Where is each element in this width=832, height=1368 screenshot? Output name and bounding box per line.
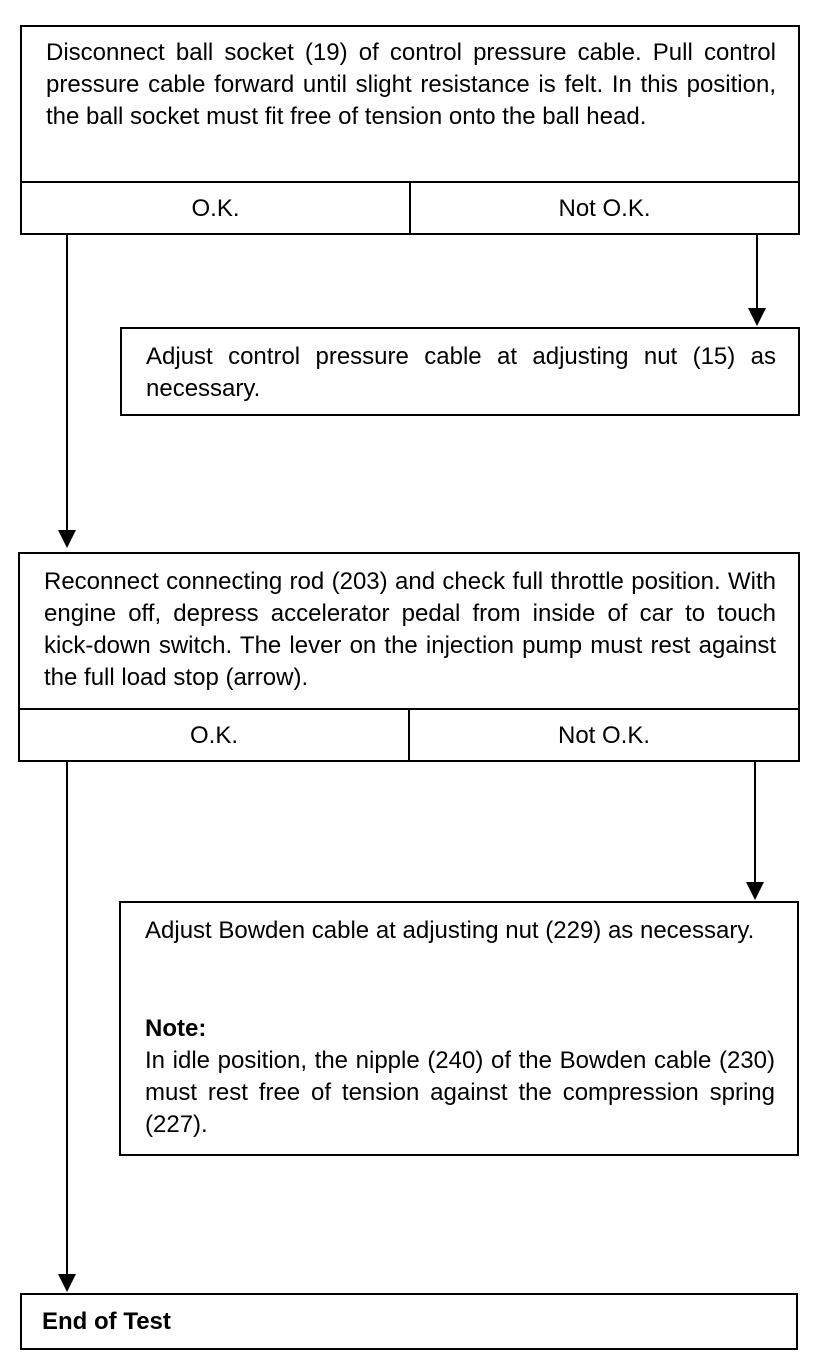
fix2-instruction: Adjust Bowden cable at adjusting nut (229) as necessary.: [145, 917, 755, 944]
step1-outcomes: [22, 181, 798, 235]
fix2-note-text: In idle position, the nipple (240) of the Bowden cable (230) must rest free of tension against the compression spring (227).: [145, 1047, 775, 1138]
arrowhead-step2-not-ok: [746, 882, 764, 900]
fix2-note-heading: Note:: [145, 1015, 207, 1042]
step1-box: [20, 25, 800, 235]
fix1-box: [120, 327, 800, 416]
end-label: End of Test: [42, 1308, 171, 1335]
arrowhead-step1-ok: [58, 530, 76, 548]
fix2-box: [119, 901, 799, 1156]
arrowhead-step1-not-ok: [748, 308, 766, 326]
step2-not-ok-label: Not O.K.: [408, 710, 798, 762]
step1-ok-label: O.K.: [191, 195, 240, 222]
step1-not-ok-label: Not O.K.: [409, 183, 798, 235]
end-box: [20, 1293, 798, 1350]
step1-instruction: Disconnect ball socket (19) of control pressure cable. Pull control pressure cable forward until slight resistance is felt. In this position, the ball socket must fit free of tension onto the ball head.: [46, 39, 776, 130]
step2-box: [18, 552, 800, 762]
step2-instruction: Reconnect connecting rod (203) and check full throttle position. With engine off, depress accelerator pedal from inside of car to touch kick-down switch. The lever on the injection pump must rest against the full load stop (arrow).: [44, 568, 776, 691]
step2-outcomes: [20, 708, 798, 762]
arrowhead-step2-ok: [58, 1274, 76, 1292]
step2-ok-label: O.K.: [189, 722, 238, 749]
fix1-instruction: Adjust control pressure cable at adjusting nut (15) as necessary.: [146, 343, 776, 402]
